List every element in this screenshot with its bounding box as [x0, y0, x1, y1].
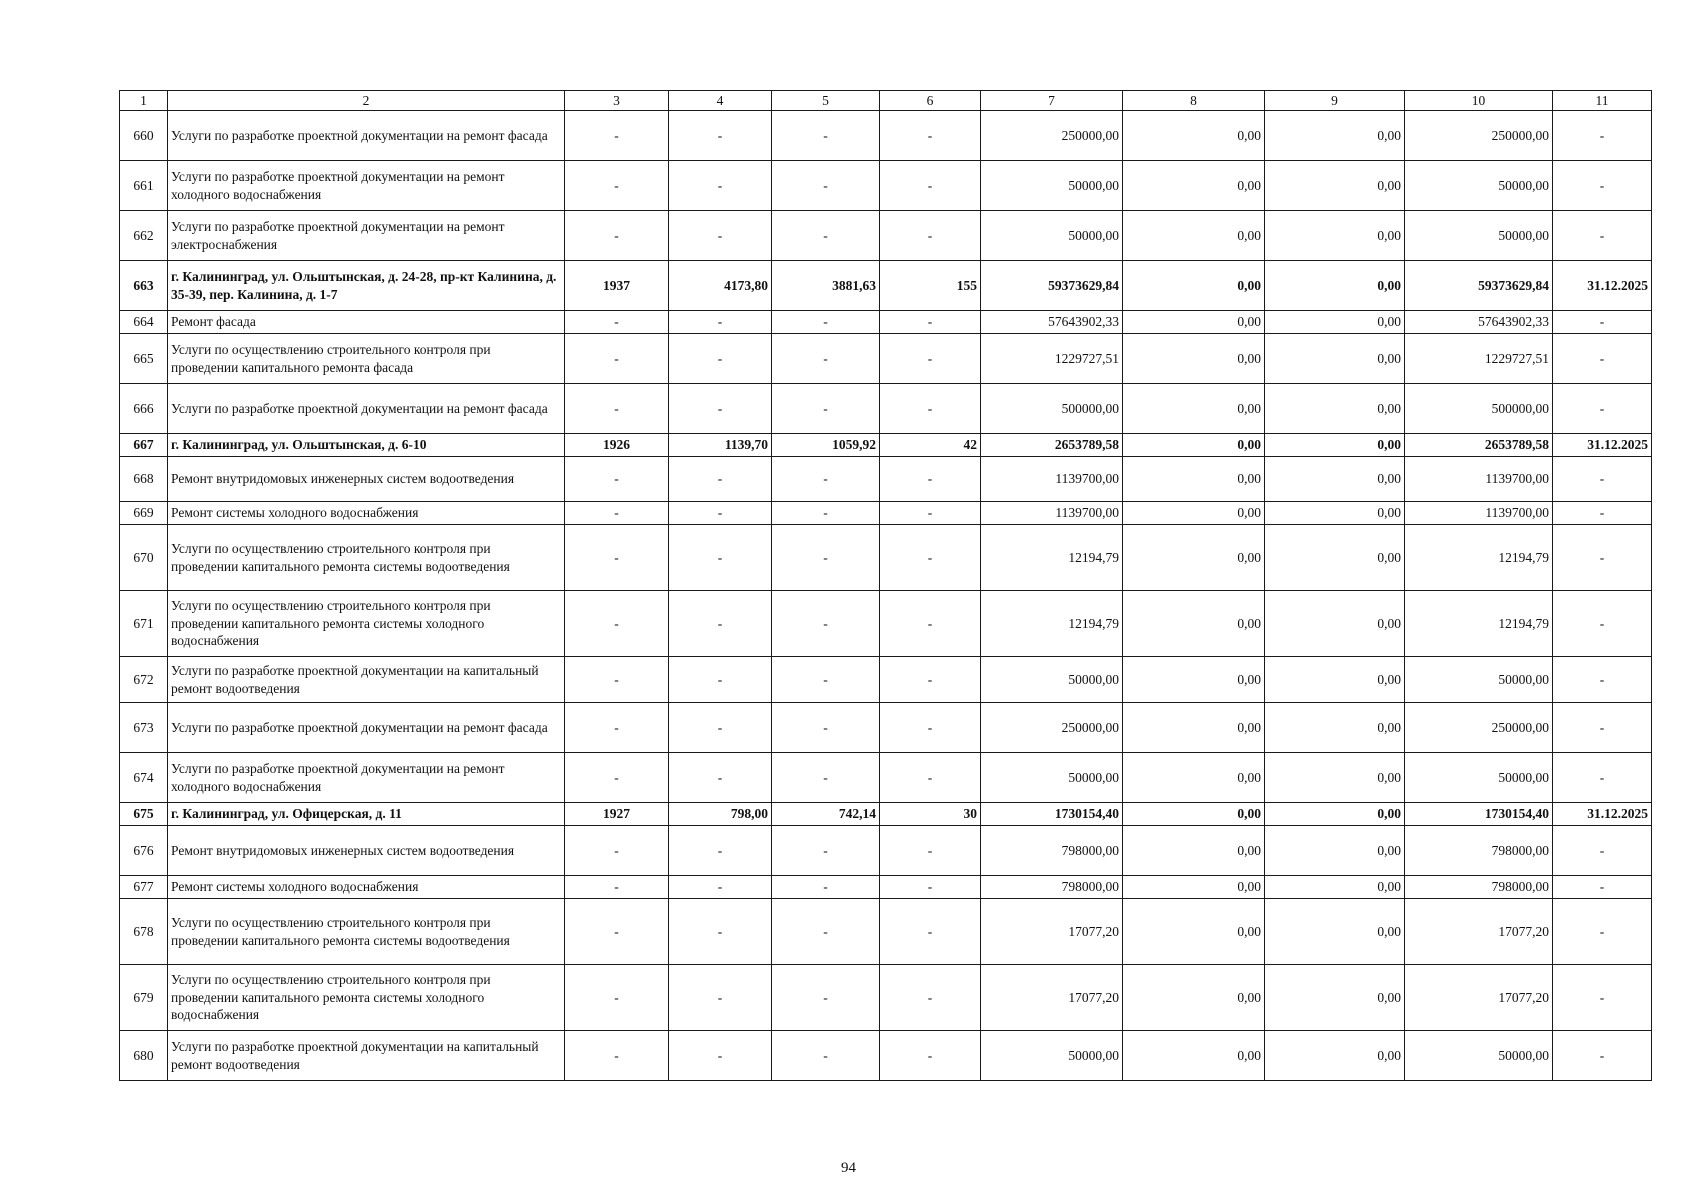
col-8-value: 0,00	[1123, 965, 1265, 1031]
col-11-value: -	[1553, 525, 1652, 591]
table-row	[120, 384, 1652, 434]
col-3-value: -	[565, 457, 669, 502]
col-4-value: -	[669, 502, 772, 525]
col-3-value: 1937	[565, 261, 669, 311]
col-11-value: -	[1553, 899, 1652, 965]
col-4-value: -	[669, 1031, 772, 1081]
col-10-value: 12194,79	[1405, 525, 1553, 591]
col-9-value: 0,00	[1265, 657, 1405, 703]
row-number: 664	[120, 311, 168, 334]
col-11-value: -	[1553, 703, 1652, 753]
row-number: 677	[120, 876, 168, 899]
col-6-value: -	[880, 161, 981, 211]
col-9-value: 0,00	[1265, 965, 1405, 1031]
col-8-value: 0,00	[1123, 161, 1265, 211]
row-name: г. Калининград, ул. Офицерская, д. 11	[168, 803, 565, 826]
row-name: Услуги по разработке проектной документации на ремонт холодного водоснабжения	[168, 161, 565, 211]
row-number: 660	[120, 111, 168, 161]
row-name: Услуги по осуществлению строительного контроля при проведении капитального ремонта системы холодного водоснабжения	[168, 965, 565, 1031]
col-7-value: 1139700,00	[981, 457, 1123, 502]
col-8-value: 0,00	[1123, 111, 1265, 161]
table-row	[120, 1031, 1652, 1081]
col-9-value: 0,00	[1265, 876, 1405, 899]
col-7-value: 1139700,00	[981, 502, 1123, 525]
col-7-value: 250000,00	[981, 111, 1123, 161]
row-name: Ремонт внутридомовых инженерных систем водоотведения	[168, 457, 565, 502]
table-row	[120, 803, 1652, 826]
col-3-value: 1927	[565, 803, 669, 826]
table-row	[120, 876, 1652, 899]
col-11-value: -	[1553, 753, 1652, 803]
col-10-value: 50000,00	[1405, 657, 1553, 703]
col-6-value: -	[880, 334, 981, 384]
row-name: Услуги по осуществлению строительного контроля при проведении капитального ремонта системы холодного водоснабжения	[168, 591, 565, 657]
table-row	[120, 703, 1652, 753]
col-11-value: -	[1553, 826, 1652, 876]
col-4-value: -	[669, 899, 772, 965]
col-11-value: -	[1553, 457, 1652, 502]
col-10-value: 1229727,51	[1405, 334, 1553, 384]
row-name: Услуги по разработке проектной документации на ремонт электроснабжения	[168, 211, 565, 261]
row-name: Ремонт внутридомовых инженерных систем водоотведения	[168, 826, 565, 876]
row-name: Ремонт системы холодного водоснабжения	[168, 502, 565, 525]
col-4-value: -	[669, 457, 772, 502]
table-body	[120, 91, 1652, 1081]
table-row	[120, 311, 1652, 334]
col-5-value: 1059,92	[772, 434, 880, 457]
col-7-value: 798000,00	[981, 876, 1123, 899]
col-6-value: 155	[880, 261, 981, 311]
col-6-value: -	[880, 457, 981, 502]
row-name: Услуги по разработке проектной документации на капитальный ремонт водоотведения	[168, 1031, 565, 1081]
col-9-value: 0,00	[1265, 434, 1405, 457]
col-4-value: -	[669, 384, 772, 434]
col-8-value: 0,00	[1123, 211, 1265, 261]
col-9-value: 0,00	[1265, 753, 1405, 803]
col-5-value: -	[772, 826, 880, 876]
table-row	[120, 261, 1652, 311]
col-6-value: -	[880, 211, 981, 261]
col-4-value: -	[669, 657, 772, 703]
col-header: 11	[1553, 91, 1652, 111]
col-7-value: 500000,00	[981, 384, 1123, 434]
col-9-value: 0,00	[1265, 591, 1405, 657]
col-4-value: 798,00	[669, 803, 772, 826]
col-3-value: -	[565, 502, 669, 525]
col-8-value: 0,00	[1123, 261, 1265, 311]
col-4-value: -	[669, 753, 772, 803]
col-3-value: -	[565, 525, 669, 591]
col-5-value: -	[772, 161, 880, 211]
row-number: 666	[120, 384, 168, 434]
table-row	[120, 657, 1652, 703]
col-7-value: 2653789,58	[981, 434, 1123, 457]
row-number: 678	[120, 899, 168, 965]
col-9-value: 0,00	[1265, 311, 1405, 334]
table-row	[120, 899, 1652, 965]
col-6-value: -	[880, 311, 981, 334]
col-11-value: -	[1553, 161, 1652, 211]
row-name: Услуги по осуществлению строительного контроля при проведении капитального ремонта системы водоотведения	[168, 899, 565, 965]
col-6-value: -	[880, 899, 981, 965]
col-4-value: -	[669, 826, 772, 876]
col-5-value: -	[772, 703, 880, 753]
table-row	[120, 826, 1652, 876]
col-4-value: -	[669, 965, 772, 1031]
col-5-value: -	[772, 591, 880, 657]
table-row	[120, 211, 1652, 261]
col-3-value: -	[565, 161, 669, 211]
col-4-value: -	[669, 111, 772, 161]
col-3-value: -	[565, 111, 669, 161]
col-6-value: -	[880, 502, 981, 525]
col-6-value: -	[880, 753, 981, 803]
col-11-value: 31.12.2025	[1553, 261, 1652, 311]
col-11-value: -	[1553, 384, 1652, 434]
col-7-value: 59373629,84	[981, 261, 1123, 311]
col-5-value: -	[772, 111, 880, 161]
row-name: г. Калининград, ул. Ольштынская, д. 24-28, пр-кт Калинина, д. 35-39, пер. Калинина, д. 1-7	[168, 261, 565, 311]
col-10-value: 798000,00	[1405, 876, 1553, 899]
row-number: 672	[120, 657, 168, 703]
row-number: 679	[120, 965, 168, 1031]
col-11-value: -	[1553, 657, 1652, 703]
col-3-value: -	[565, 753, 669, 803]
col-8-value: 0,00	[1123, 591, 1265, 657]
col-3-value: 1926	[565, 434, 669, 457]
row-name: Услуги по разработке проектной документации на ремонт фасада	[168, 111, 565, 161]
col-9-value: 0,00	[1265, 384, 1405, 434]
col-10-value: 50000,00	[1405, 753, 1553, 803]
col-10-value: 50000,00	[1405, 161, 1553, 211]
col-9-value: 0,00	[1265, 261, 1405, 311]
col-4-value: 1139,70	[669, 434, 772, 457]
col-6-value: -	[880, 876, 981, 899]
col-7-value: 1229727,51	[981, 334, 1123, 384]
col-10-value: 17077,20	[1405, 899, 1553, 965]
col-10-value: 250000,00	[1405, 703, 1553, 753]
col-5-value: -	[772, 657, 880, 703]
col-3-value: -	[565, 965, 669, 1031]
col-header: 2	[168, 91, 565, 111]
col-header: 5	[772, 91, 880, 111]
col-4-value: -	[669, 311, 772, 334]
col-10-value: 12194,79	[1405, 591, 1553, 657]
col-5-value: -	[772, 502, 880, 525]
col-11-value: -	[1553, 1031, 1652, 1081]
table-row	[120, 334, 1652, 384]
col-4-value: -	[669, 211, 772, 261]
row-number: 665	[120, 334, 168, 384]
row-number: 676	[120, 826, 168, 876]
col-9-value: 0,00	[1265, 899, 1405, 965]
col-9-value: 0,00	[1265, 525, 1405, 591]
col-6-value: -	[880, 384, 981, 434]
col-8-value: 0,00	[1123, 457, 1265, 502]
col-10-value: 59373629,84	[1405, 261, 1553, 311]
col-7-value: 50000,00	[981, 211, 1123, 261]
row-number: 671	[120, 591, 168, 657]
col-7-value: 17077,20	[981, 899, 1123, 965]
col-8-value: 0,00	[1123, 703, 1265, 753]
col-5-value: -	[772, 211, 880, 261]
col-9-value: 0,00	[1265, 1031, 1405, 1081]
col-5-value: -	[772, 899, 880, 965]
row-number: 680	[120, 1031, 168, 1081]
col-8-value: 0,00	[1123, 803, 1265, 826]
col-6-value: -	[880, 591, 981, 657]
col-8-value: 0,00	[1123, 525, 1265, 591]
col-4-value: -	[669, 525, 772, 591]
col-6-value: 42	[880, 434, 981, 457]
col-4-value: 4173,80	[669, 261, 772, 311]
row-name: Услуги по осуществлению строительного контроля при проведении капитального ремонта фасада	[168, 334, 565, 384]
col-9-value: 0,00	[1265, 211, 1405, 261]
col-9-value: 0,00	[1265, 703, 1405, 753]
col-5-value: -	[772, 876, 880, 899]
col-header: 4	[669, 91, 772, 111]
col-header: 1	[120, 91, 168, 111]
col-5-value: -	[772, 965, 880, 1031]
col-6-value: -	[880, 703, 981, 753]
col-header: 10	[1405, 91, 1553, 111]
table-row	[120, 502, 1652, 525]
col-5-value: -	[772, 384, 880, 434]
row-name: г. Калининград, ул. Ольштынская, д. 6-10	[168, 434, 565, 457]
row-name: Услуги по разработке проектной документации на ремонт фасада	[168, 384, 565, 434]
col-5-value: -	[772, 457, 880, 502]
col-11-value: -	[1553, 502, 1652, 525]
col-9-value: 0,00	[1265, 502, 1405, 525]
col-7-value: 12194,79	[981, 591, 1123, 657]
col-3-value: -	[565, 384, 669, 434]
col-4-value: -	[669, 334, 772, 384]
col-5-value: 3881,63	[772, 261, 880, 311]
col-7-value: 1730154,40	[981, 803, 1123, 826]
col-10-value: 50000,00	[1405, 1031, 1553, 1081]
row-number: 667	[120, 434, 168, 457]
table-row	[120, 525, 1652, 591]
col-10-value: 1139700,00	[1405, 457, 1553, 502]
col-8-value: 0,00	[1123, 826, 1265, 876]
col-4-value: -	[669, 161, 772, 211]
col-7-value: 798000,00	[981, 826, 1123, 876]
col-7-value: 50000,00	[981, 161, 1123, 211]
col-7-value: 50000,00	[981, 753, 1123, 803]
col-8-value: 0,00	[1123, 434, 1265, 457]
col-header: 9	[1265, 91, 1405, 111]
data-table	[119, 90, 1652, 1081]
col-9-value: 0,00	[1265, 111, 1405, 161]
col-5-value: -	[772, 753, 880, 803]
col-9-value: 0,00	[1265, 826, 1405, 876]
table-row	[120, 965, 1652, 1031]
col-8-value: 0,00	[1123, 753, 1265, 803]
page-number: 94	[841, 1160, 856, 1176]
col-7-value: 50000,00	[981, 1031, 1123, 1081]
col-11-value: -	[1553, 334, 1652, 384]
col-8-value: 0,00	[1123, 1031, 1265, 1081]
col-8-value: 0,00	[1123, 876, 1265, 899]
col-7-value: 12194,79	[981, 525, 1123, 591]
col-10-value: 17077,20	[1405, 965, 1553, 1031]
col-8-value: 0,00	[1123, 657, 1265, 703]
row-number: 661	[120, 161, 168, 211]
col-3-value: -	[565, 657, 669, 703]
row-name: Услуги по осуществлению строительного контроля при проведении капитального ремонта системы водоотведения	[168, 525, 565, 591]
table-row	[120, 161, 1652, 211]
col-11-value: -	[1553, 111, 1652, 161]
col-8-value: 0,00	[1123, 334, 1265, 384]
col-7-value: 57643902,33	[981, 311, 1123, 334]
row-name: Услуги по разработке проектной документации на капитальный ремонт водоотведения	[168, 657, 565, 703]
col-header: 6	[880, 91, 981, 111]
col-9-value: 0,00	[1265, 457, 1405, 502]
col-5-value: -	[772, 1031, 880, 1081]
col-4-value: -	[669, 703, 772, 753]
row-number: 674	[120, 753, 168, 803]
col-9-value: 0,00	[1265, 161, 1405, 211]
col-header: 8	[1123, 91, 1265, 111]
table-row	[120, 111, 1652, 161]
col-9-value: 0,00	[1265, 334, 1405, 384]
col-7-value: 17077,20	[981, 965, 1123, 1031]
col-11-value: -	[1553, 211, 1652, 261]
row-name: Услуги по разработке проектной документации на ремонт холодного водоснабжения	[168, 753, 565, 803]
col-11-value: -	[1553, 591, 1652, 657]
col-8-value: 0,00	[1123, 899, 1265, 965]
table-row	[120, 591, 1652, 657]
col-3-value: -	[565, 876, 669, 899]
col-10-value: 798000,00	[1405, 826, 1553, 876]
col-3-value: -	[565, 211, 669, 261]
col-4-value: -	[669, 876, 772, 899]
col-11-value: 31.12.2025	[1553, 434, 1652, 457]
col-9-value: 0,00	[1265, 803, 1405, 826]
col-3-value: -	[565, 591, 669, 657]
col-10-value: 1139700,00	[1405, 502, 1553, 525]
col-header: 7	[981, 91, 1123, 111]
col-3-value: -	[565, 826, 669, 876]
col-10-value: 1730154,40	[1405, 803, 1553, 826]
col-7-value: 50000,00	[981, 657, 1123, 703]
col-3-value: -	[565, 703, 669, 753]
col-6-value: -	[880, 111, 981, 161]
col-10-value: 500000,00	[1405, 384, 1553, 434]
row-number: 662	[120, 211, 168, 261]
col-5-value: -	[772, 525, 880, 591]
column-number-header	[120, 91, 1652, 111]
col-11-value: 31.12.2025	[1553, 803, 1652, 826]
col-3-value: -	[565, 899, 669, 965]
col-3-value: -	[565, 334, 669, 384]
row-number: 669	[120, 502, 168, 525]
col-8-value: 0,00	[1123, 502, 1265, 525]
col-5-value: -	[772, 334, 880, 384]
col-10-value: 250000,00	[1405, 111, 1553, 161]
col-6-value: -	[880, 1031, 981, 1081]
col-10-value: 50000,00	[1405, 211, 1553, 261]
col-6-value: 30	[880, 803, 981, 826]
col-7-value: 250000,00	[981, 703, 1123, 753]
col-6-value: -	[880, 826, 981, 876]
row-name: Ремонт системы холодного водоснабжения	[168, 876, 565, 899]
row-name: Ремонт фасада	[168, 311, 565, 334]
col-5-value: 742,14	[772, 803, 880, 826]
row-number: 675	[120, 803, 168, 826]
table-row	[120, 753, 1652, 803]
col-11-value: -	[1553, 876, 1652, 899]
col-6-value: -	[880, 525, 981, 591]
col-6-value: -	[880, 965, 981, 1031]
row-name: Услуги по разработке проектной документации на ремонт фасада	[168, 703, 565, 753]
col-header: 3	[565, 91, 669, 111]
col-3-value: -	[565, 311, 669, 334]
col-6-value: -	[880, 657, 981, 703]
col-5-value: -	[772, 311, 880, 334]
col-3-value: -	[565, 1031, 669, 1081]
table-row	[120, 457, 1652, 502]
row-number: 663	[120, 261, 168, 311]
col-10-value: 2653789,58	[1405, 434, 1553, 457]
col-8-value: 0,00	[1123, 384, 1265, 434]
col-11-value: -	[1553, 965, 1652, 1031]
col-10-value: 57643902,33	[1405, 311, 1553, 334]
col-4-value: -	[669, 591, 772, 657]
row-number: 668	[120, 457, 168, 502]
col-11-value: -	[1553, 311, 1652, 334]
row-number: 670	[120, 525, 168, 591]
table-row	[120, 434, 1652, 457]
col-8-value: 0,00	[1123, 311, 1265, 334]
row-number: 673	[120, 703, 168, 753]
